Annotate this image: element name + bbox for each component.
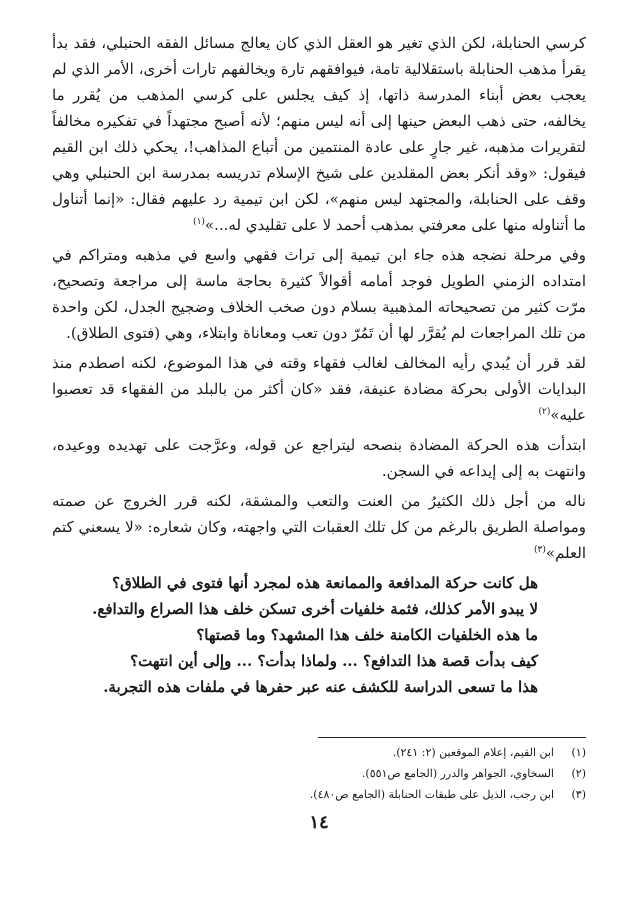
footnote-ref-2: (٢) <box>538 407 551 417</box>
question-line: ما هذه الخلفيات الكامنة خلف هذا المشهد؟ وما قصتها؟ <box>196 626 538 644</box>
footnote-ref-3: (٣) <box>534 545 546 555</box>
footnote-item <box>52 742 586 763</box>
footnote-text: السخاوي، الجواهر والدرر (الجامع ص٥٥١). <box>361 767 554 780</box>
paragraph-5: ناله من أجل ذلك الكثيرُ من العنت والتعب والمشقة، لكنه قرر الخروج عن صمته ومواصلة الطريق بالرغم من كل تلك العقبات التي واجهته، وكان شعاره: «لا يسعني كتم العلم»$^{(٣)}$ <box>52 492 586 562</box>
footnote-text: ابن القيم، إعلام الموقعين (٢: ٢٤١). <box>392 746 554 759</box>
question-line: كيف بدأت قصة هذا التدافع؟ ... ولماذا بدأت؟ ... وإلى أين انتهت؟ <box>130 652 538 670</box>
question-line: هل كانت حركة المدافعة والممانعة هذه لمجرد أنها فتوى في الطلاق؟ <box>112 574 538 592</box>
footnote-separator <box>318 737 586 738</box>
page-body <box>52 30 586 700</box>
footnote-item <box>52 784 586 805</box>
page-number: ١٤ <box>309 812 329 833</box>
footnote-text: ابن رجب، الذيل على طبقات الحنابلة (الجامع ص٤٨٠). <box>309 788 554 801</box>
paragraph-2: وفي مرحلة نضجه هذه جاء ابن تيمية إلى تراث فقهي واسع في مذهبه ومتراكم في امتداده الزمني الطويل فوجد أمامه أقوالاً كثيرة بحاجة ماسة إلى مراجعة وتصحيح، مرّت كثير من تصحيحاته المذهبية بسلام دون صخب الخلاف وضجيج الجدل، لكن واحدة من تلك المراجعات لم يُقرَّر لها أن تَمُرّ دون تعب ومعاناة وابتلاء، وهي (فتوى الطلاق). <box>52 246 586 342</box>
paragraph-3: لقد قرر أن يُبدي رأيه المخالف لغالب فقهاء وقته في هذا الموضوع، لكنه اصطدم منذ البدايات الأولى بحركة مضادة عنيفة، فقد «كان أكثر من بالبلد من الفقهاء قد تعصبوا عليه»$^{(٢)}$ <box>52 354 586 424</box>
footnotes <box>52 742 586 805</box>
question-line: لا يبدو الأمر كذلك، فثمة خلفيات أخرى تسكن خلف هذا الصراع والتدافع. <box>92 600 538 618</box>
paragraph-4: ابتدأت هذه الحركة المضادة بنصحه ليتراجع عن قوله، وعرَّجت على تهديده ووعيده، وانتهت به إلى إيداعه في السجن. <box>52 436 586 480</box>
question-line: هذا ما تسعى الدراسة للكشف عنه عبر حفرها في ملفات هذه التجربة. <box>103 678 538 696</box>
footnote-number: (٢) <box>571 767 586 780</box>
footnote-number: (٣) <box>571 788 586 801</box>
questions-block <box>52 570 586 700</box>
paragraph-1: كرسي الحنابلة، لكن الذي تغير هو العقل الذي كان يعالج مسائل الفقه الحنبلي، فقد بدأ يقرأ مذهب الحنابلة باستقلالية تامة، فيوافقهم تارة ويخالفهم تارات أخرى، الأمر الذي لم يعجب بعض أبناء المدرسة ذاتها، إذ كيف يجلس على كرسي المذهب من يُقرر ما يخالفه، حتى ذهب البعض حينها إلى أنه ليس منهم؛ لأنه أصبح مجتهداً في تفكيره مخالفاً لتقريرات مذهبه، غير جارٍ على عادة المنتمين من أتباع المذاهب!، يحكي ذلك ابن القيم فيقول: «وقد أنكر بعض المقلدين على شيخ الإسلام تدريسه بمدرسة ابن الحنبلي وهي وقف على الحنابلة، والمجتهد ليس منهم»، لكن ابن تيمية رد عليهم فقال: «إنما أتناول ما أتناوله منها على معرفتي بمذهب أحمد لا على تقليدي له...»$^{(١)}$ <box>52 34 586 234</box>
footnote-item <box>52 763 586 784</box>
footnote-number: (١) <box>571 746 586 759</box>
footnote-ref-1: (١) <box>193 217 205 227</box>
